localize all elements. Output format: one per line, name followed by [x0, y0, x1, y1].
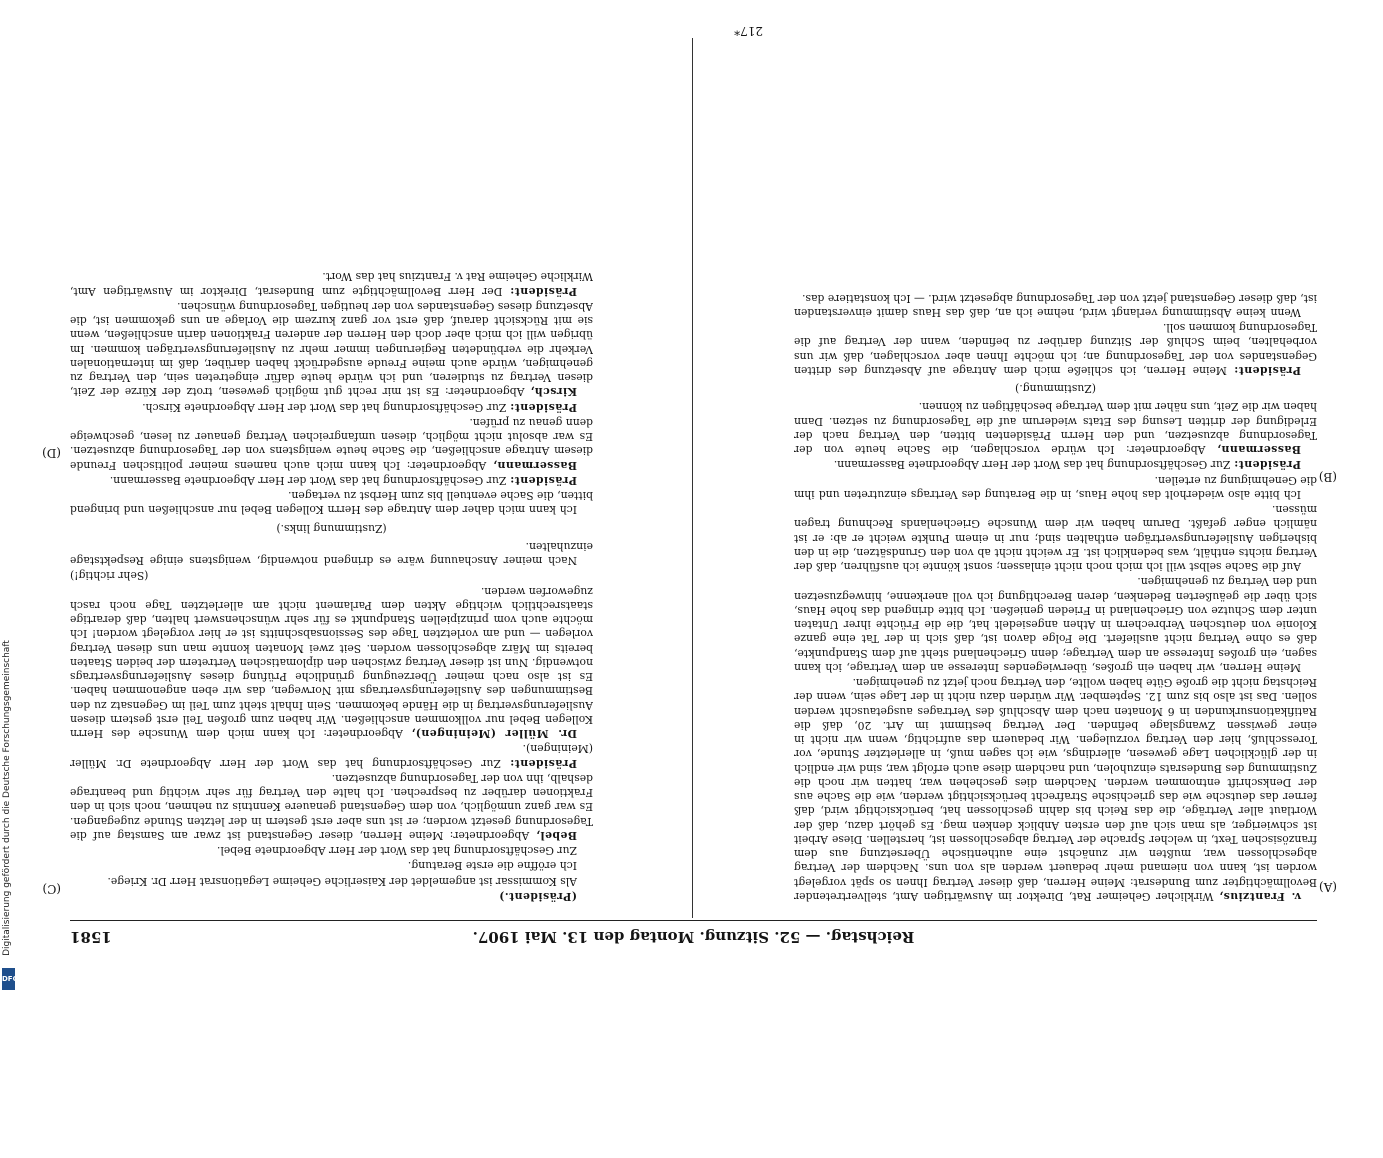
text-column-right-side [794, 55, 1317, 903]
speaker-name: Präsident: [509, 756, 577, 770]
paragraph [70, 488, 593, 517]
paragraph [70, 858, 593, 872]
speaker-name: Präsident: [509, 284, 577, 298]
margin-mark-c: (A) [1318, 880, 1337, 894]
dfg-logo: DFG [2, 968, 15, 990]
paragraph [70, 741, 593, 770]
speaker-name: Bassermann, [1216, 443, 1301, 457]
digitization-credit [0, 0, 18, 1000]
page-number-right: 1581 [70, 928, 112, 946]
paragraph [794, 574, 1317, 674]
paragraph-text: Zur Geschäftsordnung hat das Wort der Herr Abgeordnete Bassermann. [109, 474, 507, 487]
paragraph [70, 889, 593, 903]
paragraph [794, 399, 1317, 456]
paragraph-text: Meine Herren, wir haben ein großes, überwiegendes Interesse an dem Vertrage, ich kann sagen, ein großes Interesse an dem Vertrage; denn Griechenland steht auf dem Standpunkte, daß es ohne Vertrag nicht ausliefert. Die Folge davon ist, daß sich in der Tat eine ganze Kolonie von deutschen Verbrechern in Athen angesiedelt hat, die die Früchte ihrer Untaten unter dem Schutze von Griechenland in Frieden genießen. Ich bitte dringend das hohe Haus, sich über die geäußerten Bedenken, deren Berechtigung ich voll anerkenne, hinwegzusetzen und den Vertrag zu genehmigen. [794, 575, 1317, 674]
paragraph [70, 539, 593, 568]
paragraph [70, 521, 593, 535]
speaker-name: Präsident: [1233, 458, 1301, 472]
paragraph-text: Zur Geschäftsordnung hat das Wort der Herr Abgeordnete Bassermann. [833, 458, 1231, 472]
paragraph-text: Ich kann mich daher dem Antrage des Herrn Kollegen Bebel nur anschließen und bringend bitten, die Sache eventuell bis zum Herbst zu vertagen. [70, 489, 593, 517]
paragraph [794, 675, 1317, 903]
paragraph [70, 299, 593, 399]
paragraph-text: Auf die Sache selbst will ich mich noch nicht einlassen; sonst könnte ich ausführen, daß der Vertrag nichts enthält, was bedenklich ist. Er weicht nicht ab von den Grundsätzen, die in den bisherigen Auslieferungsverträgen enthalten sind; nur in einem Punkte weicht er ab: er ist nämlich enger gefaßt. Darum haben wir dem Wunsche Griechenlands Rechnung tragen müssen. [794, 503, 1317, 574]
paragraph [70, 771, 593, 842]
paragraph [70, 568, 593, 582]
speaker-name: Bassermann, [492, 458, 577, 472]
paragraph [70, 874, 593, 888]
speaker-name: Kirsch, [530, 385, 577, 399]
speaker-name: Präsident: [1233, 364, 1301, 377]
speaker-name: Präsident: [509, 400, 577, 414]
column-divider [692, 38, 693, 918]
speaker-name: v. Frantzius, [1218, 890, 1301, 903]
header-rule [70, 920, 1317, 921]
paragraph-text: Abgeordneter: Ich würde vorschlagen, die Sache heute von der Tagesordnung abzusetzen, und den Herrn Präsidenten bitten, den Vertrag nach der Erledigung der dritten Lesung des Etats wiederum auf die Tagesordnung zu setzen. Dann haben wir die Zeit, uns näher mit dem Vertrage beschäftigen zu können. [794, 400, 1317, 457]
paragraph [794, 320, 1317, 377]
paragraph-text: (Zustimmung.) [1015, 382, 1096, 396]
paragraph-text: Ich eröffne die erste Beratung. [407, 859, 577, 873]
paragraph-text: Abgeordneter: Ich kann mich auch namens meiner politischen Freunde diesem Antrage anschließen, die Sache heute wenigstens von der Tagesordnung abzusetzen. Es war absolut nicht möglich, diesen umfangreichen Vertrag genauer zu lesen, geschweige denn genau zu prüfen. [70, 416, 593, 472]
paragraph-text: Abgeordneter: Meine Herren, dieser Gegenstand ist zwar am Samstag auf die Tagesordnung gesetzt worden; er ist uns aber erst gestern in der letzten Stunde zugegangen. Es war ganz unmöglich, von dem Gegenstand genauere Kenntnis zu nehmen, noch sich in den Fraktionen darüber zu besprechen. Ich halte den Vertrag für sehr wichtig und beantrage deshalb, ihn von der Tagesordnung abzusetzen. [70, 772, 593, 842]
paragraph-text: Ich bitte also wiederholt das hohe Haus, in die Beratung des Vertrags einzutreten und ihm die Genehmigung zu erteilen. [794, 473, 1317, 501]
paragraph-text: Der Herr Bevollmächtigte zum Bundesrat, Direktor im Auswärtigen Amt, Wirkliche Geheime Rat v. Frantzius hat das Wort. [70, 270, 593, 298]
paragraph-text: Als Kommissar ist angemeldet der Kaiserliche Geheime Legationsrat Herr Dr. Kriege. [107, 874, 577, 888]
paragraph-text: Wirklicher Geheimer Rat, Direktor im Auswärtigen Amt, stellvertretender Bevollmächtigter zum Bundesrat: Meine Herren, daß dieser Vertrag Ihnen so spät vorgelegt worden ist, kann von niemand mehr bedauert werden als von uns. Nachdem der Vertrag abgeschlossen war, mußten wir zunächst eine authentische Übersetzung aus dem französischen Text, in welcher Sprache der Vertrag abgeschlossen ist, herstellen. Diese Arbeit ist schwieriger, als man sich auf den ersten Anblick denken mag. Es gehört dazu, daß der Wortlaut aller Verträge, die das Reich bis dahin geschlossen hat, berücksichtigt wird, daß ferner das deutsche wie das griechische Strafrecht berücksichtigt werden, wie die Sache aus der Denkschrift entnommen werden. Nachdem dies geschehen war, hatten wir noch die Zustimmung des Bundesrats einzuholen, und nachdem diese auch erfolgt war, sind wir endlich in der glücklichen Lage gewesen, allerdings, wie ich sagen muß, in allerletzter Stunde, vor Toresschluß, hier den Vertrag vorzulegen. Wir bedauern das aufrichtig, wenn wir nicht in einer gewissen Zwangslage befinden. Der Vertrag bestimmt im Art. 20, daß die Ratifikationsurkunden in 6 Monaten nach dem Abschluß des Vertrages ausgetauscht werden sollen. Das ist also bis zum 12. September. Wir würden dazu nicht in der Lage sein, wenn der Reichstag nicht die große Güte haben wollte, den Vertrag noch jetzt zu genehmigen. [794, 676, 1317, 903]
speaker-name: Dr. Müller (Meiningen), [411, 727, 577, 741]
paragraph-text: (Zustimmung links.) [276, 521, 387, 535]
paragraph [70, 269, 593, 298]
paragraph-text: Abgeordneter: Es ist mir recht gut möglich gewesen, trotz der Kürze der Zeit, diesen Vertrag zu studieren, und ich würde heute dafür eingetreten sein, den Vertrag zu genehmigen, würde auch meine Freude ausgedrückt haben darüber, daß im internationalen Verkehr die verbündeten Regierungen immer mehr zu Auslieferungsverträgen kommen. Im übrigen will ich mich aber doch den Herren der anderen Fraktionen darin anschließen, wenn sie mit Rücksicht darauf, daß erst vor ganz kurzem die Vorlage an uns gekommen ist, die Absetzung dieses Gegenstandes von der heutigen Tagesordnung wünschen. [70, 300, 593, 399]
paragraph-text: Zur Geschäftsordnung hat das Wort der Herr Abgeordnete Bebel. [216, 844, 577, 858]
paragraph [70, 400, 593, 414]
paragraph-text: Meine Herren, ich schließe mich dem Antrage auf Absetzung des dritten Gegenstandes von der Tagesordnung an; ich möchte Ihnen aber vorschlagen, daß wir uns vorbehalten, beim Schluß der Sitzung darüber zu befinden, wann der Vertrag auf die Tagesordnung kommen soll. [794, 321, 1317, 377]
paragraph-text: Zur Geschäftsordnung hat das Wort der Herr Abgeordnete Kirsch. [142, 400, 507, 414]
credit-text: Digitalisierung gefördert durch die Deutsche Forschungsgemeinschaft [2, 640, 12, 956]
paragraph [794, 473, 1317, 502]
margin-mark-d: (B) [1318, 470, 1337, 484]
running-title: Reichstag. — 52. Sitzung. Montag den 13. Mai 1907. [472, 928, 915, 946]
speaker-name: Bebel, [535, 829, 577, 842]
paragraph [70, 584, 593, 741]
paragraph [70, 415, 593, 472]
page-header [70, 924, 1317, 948]
paragraph [70, 843, 593, 857]
paragraph [794, 381, 1317, 395]
paragraph [794, 502, 1317, 573]
paragraph [794, 457, 1317, 471]
margin-mark-a: (C) [42, 882, 61, 896]
paragraph-text: Abgeordneter: Ich kann mich dem Wunsche des Herrn Kollegen Bebel nur vollkommen anschließen. Wir haben zum großen Teil erst gestern diesen Auslieferungsvertrag in die Hände bekommen. Sein Inhalt steht zum Teil im Gegensatz zu den Bestimmungen des Auslieferungsvertrags mit Norwegen, das wir eben angenommen haben. Es ist also nach meiner Überzeugung gründliche Prüfung dieses Auslieferungsvertrags notwendig. Nun ist dieser Vertrag zwischen den diplomatischen Vertretern der beiden Staaten bereits im März abgeschlossen worden. Seit zwei Monaten konnte man uns diesen Vertrag vorlegen — und am vorletzten Tage des Sessionsabschnitts ist er hier vorgelegt worden! Ich möchte auch vom prinzipiellen Standpunkt es für sehr wünschenswert halten, daß derartige staatsrechtlich wichtige Akten dem Parlament nicht am allerletzten Tage noch rasch zugeworfen werden. [70, 584, 593, 741]
speaker-name: Präsident: [509, 474, 577, 487]
paragraph [70, 473, 593, 487]
paragraph-text: Wenn keine Abstimmung verlangt wird, nehme ich an, daß das Haus damit einverstanden ist, daß dieser Gegenstand jetzt von der Tagesordnung abgesetzt wird. — Ich konstatiere das. [794, 291, 1317, 319]
speaker-name: (Präsident.) [498, 890, 577, 903]
text-column-left-side [70, 55, 593, 903]
margin-mark-b: (D) [42, 446, 61, 460]
paragraph-text: Zur Geschäftsordnung hat das Wort der Herr Abgeordnete Dr. Müller (Meiningen). [70, 742, 593, 770]
signature-mark: 217* [734, 24, 763, 38]
paragraph-text: Nach meiner Anschauung wäre es dringend notwendig, wenigstens einige Respektstage einzuhalten. [70, 540, 593, 568]
paragraph [794, 291, 1317, 320]
paragraph-text: (Sehr richtig!) [70, 569, 149, 583]
